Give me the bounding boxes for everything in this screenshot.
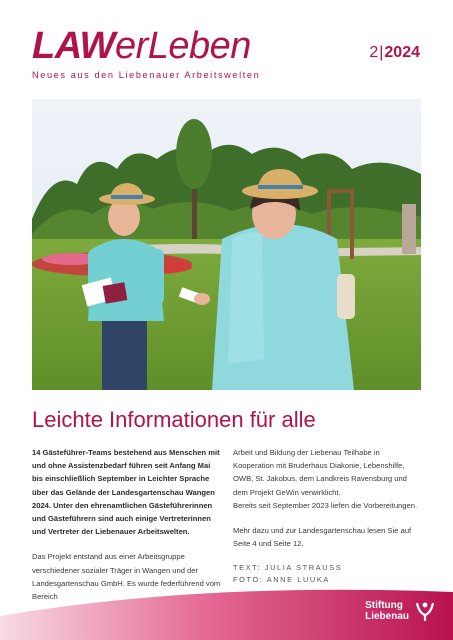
magazine-title [32,26,260,66]
issue-number [369,44,420,62]
photo-credit: FOTO: ANNE LUUKA [233,575,330,585]
issue-separator: | [379,44,384,61]
issue-num: 2 [369,44,379,61]
article-column-right [233,446,421,586]
masthead [32,26,260,80]
article-paragraph-1: Das Projekt entstand aus einer Arbeitsgruppe verschiedener sozialer Träger in Wangen und der Landesgartenschau GmbH. Es wurde federführend vom Bereich [32,552,221,602]
cover-photo [32,99,421,390]
issue-year: 2024 [384,44,420,61]
logo-wordmark [365,600,409,622]
article-lead: 14 Gästeführer-Teams bestehend aus Menschen mit und ohne Assistenzbedarf führen seit Anfang Mai bis einschließlich September in Leichter Sprache über das Gelände der Landesgartenschau Wangen 2024. Unter den ehrenamtlichen Gästeführerinnen und Gästeführern sind auch einige Vertreterinnen und Vertreter der Liebenauer Arbeitswelten. [32,448,220,537]
article-paragraph-2: Arbeit und Bildung der Liebenau Teilhabe in Kooperation mit Bruderhaus Diakonie, Lebenshilfe, OWB, St. Jakobus, dem Landkreis Ravensburg und dem Projekt GeWin verwirklicht. [233,448,407,497]
stiftung-liebenau-logo [365,599,437,623]
title-caps: LAW [32,25,115,67]
magazine-tagline: Neues aus den Liebenauer Arbeitswelten [32,70,261,80]
title-rest: erLeben [114,25,251,67]
article-paragraph-3: Bereits seit September 2023 liefen die Vorbereitungen. [233,500,418,510]
text-credit: TEXT: JULIA STRAUSS [233,563,343,573]
logo-emblem-icon [413,599,437,623]
article-paragraph-4: Mehr dazu und zur Landesgartenschau lesen Sie auf Seite 4 und Seite 12. [233,526,412,549]
logo-line-1: Stiftung [365,600,403,611]
logo-line-2: Liebenau [365,611,409,622]
article-headline: Leichte Informationen für alle [32,407,316,432]
